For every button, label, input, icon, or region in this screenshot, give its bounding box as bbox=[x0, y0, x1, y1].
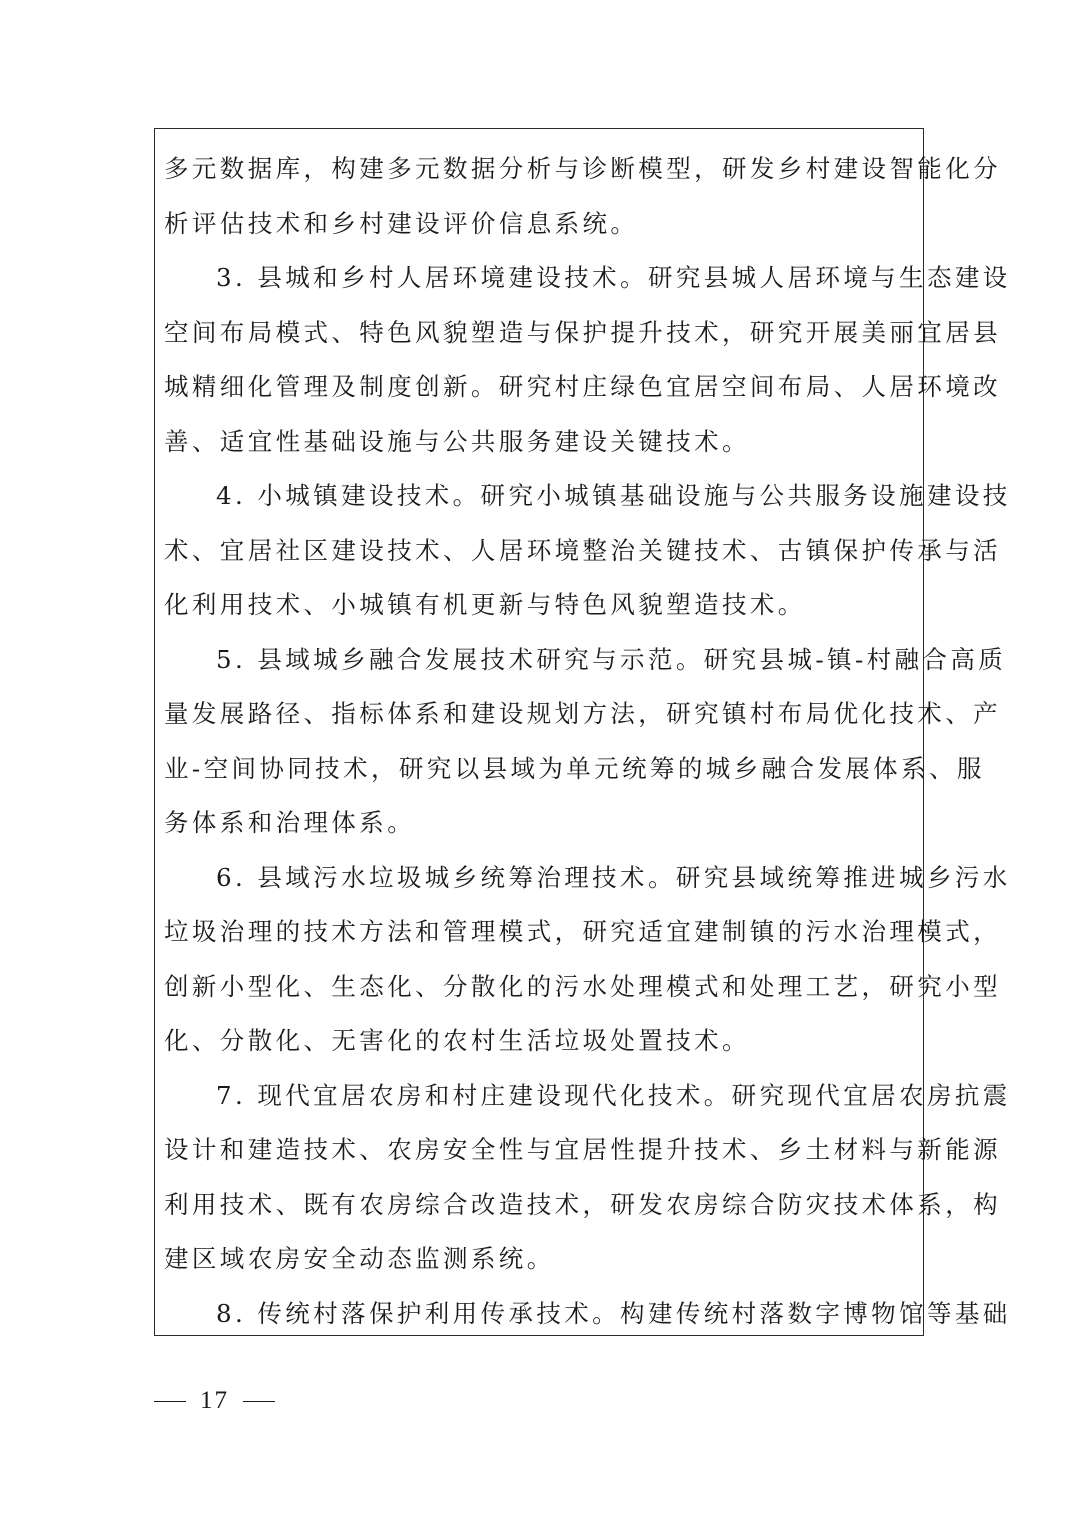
text-line: 设计和建造技术、农房安全性与宜居性提升技术、乡土材料与新能源 bbox=[164, 1135, 1001, 1164]
section-heading-line: 8. 传统村落保护利用传承技术。构建传统村落数字博物馆等基础 bbox=[216, 1298, 1011, 1328]
text-line: 空间布局模式、特色风貌塑造与保护提升技术，研究开展美丽宜居县 bbox=[164, 317, 1001, 347]
text-line: 垃圾治理的技术方法和管理模式，研究适宜建制镇的污水治理模式， bbox=[164, 917, 1001, 946]
text-line: 善、适宜性基础设施与公共服务建设关键技术。 bbox=[164, 426, 750, 456]
section-heading-line: 7. 现代宜居农房和村庄建设现代化技术。研究现代宜居农房抗震 bbox=[216, 1080, 1011, 1110]
section-heading-line: 6. 县域污水垃圾城乡统筹治理技术。研究县域统筹推进城乡污水 bbox=[216, 862, 1011, 892]
section-heading-line: 3. 县城和乡村人居环境建设技术。研究县城人居环境与生态建设 bbox=[216, 263, 1011, 292]
text-line: 化、分散化、无害化的农村生活垃圾处置技术。 bbox=[164, 1026, 750, 1055]
text-line: 化利用技术、小城镇有机更新与特色风貌塑造技术。 bbox=[164, 590, 806, 619]
text-line: 量发展路径、指标体系和建设规划方法，研究镇村布局优化技术、产 bbox=[164, 699, 1001, 728]
text-line: 城精细化管理及制度创新。研究村庄绿色宜居空间布局、人居环境改 bbox=[164, 372, 1001, 401]
text-line: 业-空间协同技术，研究以县域为单元统筹的城乡融合发展体系、服 bbox=[164, 753, 985, 783]
text-line: 务体系和治理体系。 bbox=[164, 808, 416, 837]
page-number-left-dash bbox=[154, 1401, 186, 1403]
page-footer bbox=[154, 1382, 275, 1418]
section-heading-line: 4. 小城镇建设技术。研究小城镇基础设施与公共服务设施建设技 bbox=[216, 481, 1011, 510]
section-heading-line: 5. 县域城乡融合发展技术研究与示范。研究县城-镇-村融合高质 bbox=[216, 644, 1007, 674]
document-body bbox=[164, 142, 1011, 1341]
text-line: 术、宜居社区建设技术、人居环境整治关键技术、古镇保护传承与活 bbox=[164, 535, 1001, 565]
text-line: 利用技术、既有农房综合改造技术，研发农房综合防灾技术体系，构 bbox=[164, 1189, 1001, 1219]
text-line: 析评估技术和乡村建设评价信息系统。 bbox=[164, 208, 639, 238]
page-number: 17 bbox=[200, 1387, 229, 1414]
text-line: 创新小型化、生态化、分散化的污水处理模式和处理工艺，研究小型 bbox=[164, 971, 1001, 1001]
text-line: 建区域农房安全动态监测系统。 bbox=[164, 1244, 555, 1273]
text-line: 多元数据库，构建多元数据分析与诊断模型，研发乡村建设智能化分 bbox=[164, 154, 1001, 183]
page-number-right-dash bbox=[243, 1401, 275, 1403]
